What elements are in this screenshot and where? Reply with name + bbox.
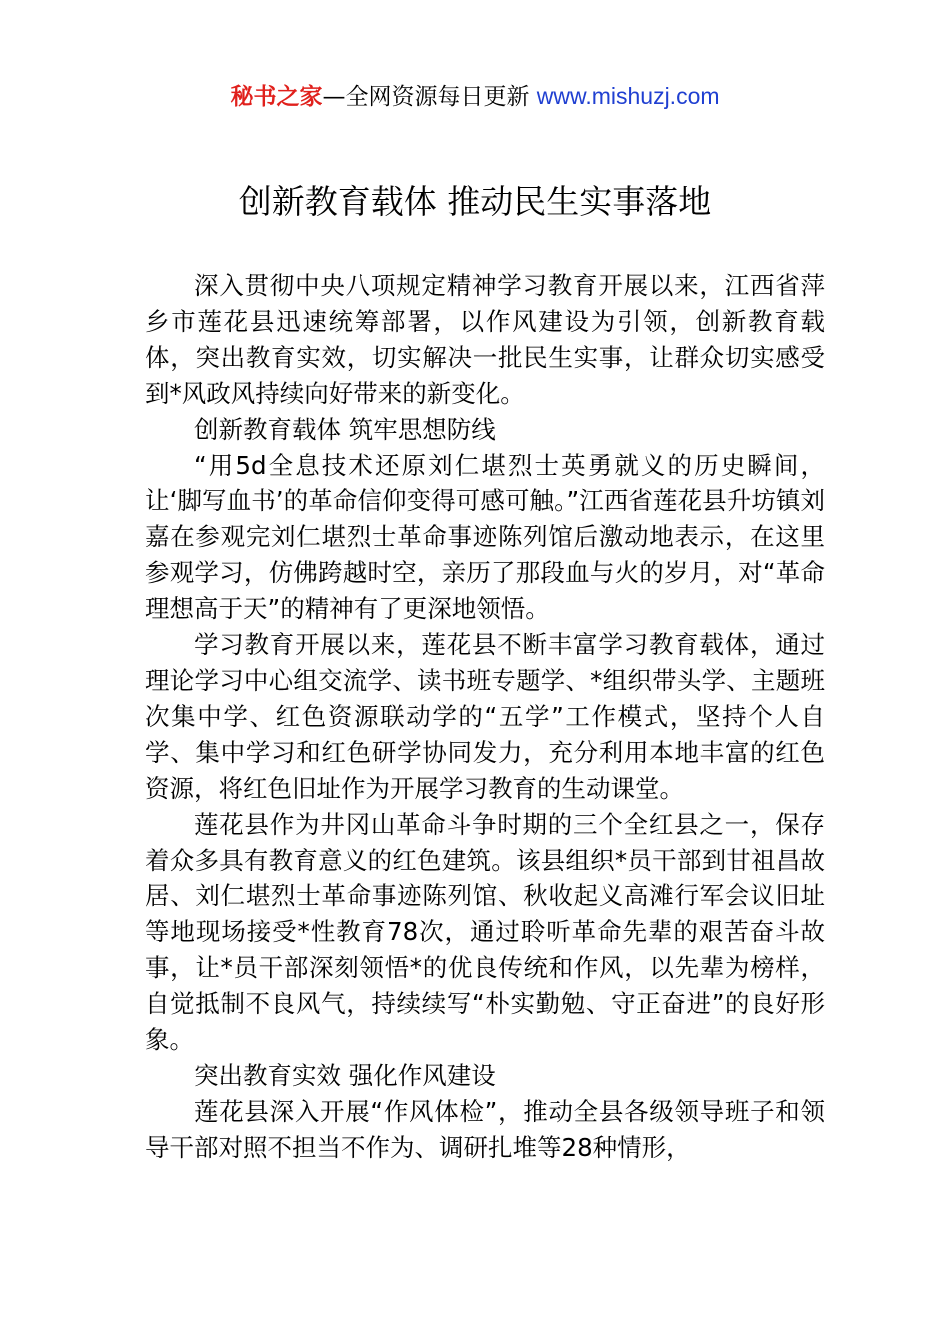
document-body (145, 268, 825, 1166)
brand-name: 秘书之家 (230, 84, 323, 110)
paragraph: 学习教育开展以来，莲花县不断丰富学习教育载体，通过理论学习中心组交流学、读书班专题学、*组织带头学、主题班次集中学、红色资源联动学的“五学”工作模式，坚持个人自学、集中学习和红色研学协同发力，充分利用本地丰富的红色资源，将红色旧址作为开展学习教育的生动课堂。 (145, 630, 825, 803)
paragraph: 莲花县作为井冈山革命斗争时期的三个全红县之一，保存着众多具有教育意义的红色建筑。该县组织*员干部到甘祖昌故居、刘仁堪烈士革命事迹陈列馆、秋收起义高滩行军会议旧址等地现场接受*性教育78次，通过聆听革命先辈的艰苦奋斗故事，让*员干部深刻领悟*的优良传统和作风，以先辈为榜样，自觉抵制不良风气，持续续写“朴实勤勉、守正奋进”的良好形象。 (145, 809, 825, 1055)
paragraph: “用5d全息技术还原刘仁堪烈士英勇就义的历史瞬间，让‘脚写血书’的革命信仰变得可感可触。”江西省莲花县升坊镇刘嘉在参观完刘仁堪烈士革命事迹陈列馆后激动地表示，在这里参观学习，仿佛跨越时空，亲历了那段血与火的岁月，对“革命理想高于天”的精神有了更深地领悟。 (145, 450, 825, 624)
paragraph: 莲花县深入开展“作风体检”，推动全县各级领导班子和领导干部对照不担当不作为、调研扎堆等28种情形， (145, 1096, 825, 1162)
section-heading: 创新教育载体 筑牢思想防线 (194, 414, 496, 444)
section-heading: 突出教育实效 强化作风建设 (194, 1060, 496, 1090)
paragraph-intro: 深入贯彻中央八项规定精神学习教育开展以来，江西省萍乡市莲花县迅速统筹部署，以作风建设为引领，创新教育载体，突出教育实效，切实解决一批民生实事，让群众切实感受到*风政风持续向好带来的新变化。 (145, 271, 825, 408)
site-url-link[interactable]: www.mishuzj.com (536, 83, 720, 109)
header-tagline: —全网资源每日更新 (322, 84, 537, 110)
site-header (0, 80, 950, 113)
document-title: 创新教育载体 推动民生实事落地 (238, 182, 712, 221)
